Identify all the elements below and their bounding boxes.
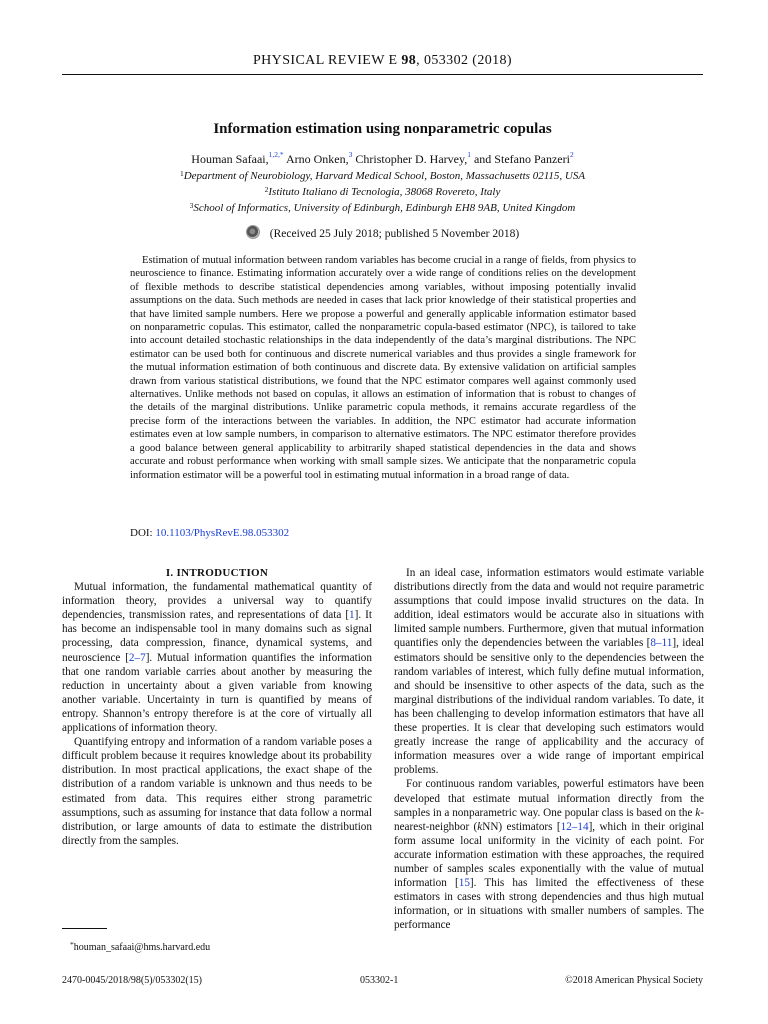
author: Arno Onken,$^3$ (285, 150, 353, 166)
left-column (62, 566, 372, 848)
paper-title: Information estimation using nonparametric copulas (213, 121, 552, 137)
right-column-body (394, 566, 704, 932)
body-paragraph (394, 777, 704, 932)
affiliation: $^3$School of Informatics, University of Edinburgh, Edinburgh EH8 9AB, United Kingdom (189, 201, 576, 215)
author-affil-mark[interactable]: 3 (348, 150, 353, 159)
math-symbol: k (695, 806, 701, 819)
journal-name: PHYSICAL REVIEW E (252, 53, 398, 68)
footer-copyright: ©2018 American Physical Society (565, 975, 703, 986)
citation-link[interactable]: 1 (349, 609, 355, 622)
author-list (62, 152, 703, 167)
math-symbol: k (477, 820, 483, 833)
affiliation: $^1$Department of Neurobiology, Harvard Medical School, Boston, Massachusetts 02115, USA (179, 169, 586, 182)
journal-issue: , 053302 (2018) (416, 53, 512, 68)
section-title: I. INTRODUCTION (165, 567, 269, 579)
text-run: In an ideal case, information estimators would estimate variable distributions directly from the data and would not require parametric assumptions that could impose invalid structures on the data. In addition, ideal estimators would be accurate also in situations with limited sample numbers. Furthermore, given that mutual information quantifies only the dependencies between the variables [ (394, 567, 704, 650)
author: Christopher D. Harvey,$^1$ (355, 150, 471, 166)
affiliation: $^2$Istituto Italiano di Tecnologia, 38068 Rovereto, Italy (264, 185, 501, 199)
footer-page-number: 053302-1 (360, 975, 399, 986)
doi-line (130, 527, 289, 539)
author: Houman Safaai,$^{1,2,*}$ (191, 150, 284, 166)
text-run: For continuous random variables, powerful estimators have been developed that estimate mutual information directly from the samples in a nonparametric way. One popular class is based on the (394, 778, 704, 819)
corresponding-email[interactable]: houman_safaai@hms.harvard.edu (73, 942, 211, 953)
text-run: ], ideal estimators should be sensitive only to the dependencies between the random variables of interest, which fully define mutual information, and should be insensitive to other aspects of the data, such as the marginal distributions of the individual random variables. To date, it has been challenging to develop information estimators that have all these properties. It is clear that developing such estimators would greatly increase the range of applicability and the accuracy of information measures over a wide range of important empirical problems. (394, 637, 705, 777)
footnote (70, 942, 210, 953)
footnote-mark: * (70, 940, 74, 949)
text-run: ]. It has become an indispensable tool in many domains such as signal processing, data compression, finance, dynamical systems, and neuroscience [ (62, 609, 372, 664)
text-run: Mutual information, the fundamental mathematical quantity of information theory, provides a universal way to quantify dependencies, transmission rates, and representations of data [ (62, 581, 372, 622)
text-run: ]. This has limited the effectiveness of these estimators in cases with strong dependencies and thus high mutual information, or in situations with smaller numbers of samples. The performance (394, 877, 705, 932)
abstract: Estimation of mutual information between random variables has become crucial in a range of fields, from physics to neuroscience to finance. Estimating information accurately over a wide range of conditions relies on the development of flexible methods to describe statistical dependencies among variables, without imposing potentially invalid assumptions on the data. Such methods are needed in cases that lack prior knowledge of their statistical properties and that have limited sample numbers. Here we propose a powerful and generally applicable information estimator based on nonparametric copulas. This estimator, called the nonparametric copula-based estimator (NPC), is tailored to take into account detailed stochastic relationships in the data independently of the data’s marginal distributions. The NPC estimator can be used both for continuous and discrete numerical variables and thus provides a single framework for the mutual information estimation of both continuous and discrete data. By extensive validation on artificial samples drawn from various statistical distributions, we found that the NPC estimator compares well against commonly used alternatives. Unlike methods not based on copulas, it allows an estimation of information that is robust to changes of the details of the marginal distributions. Unlike parametric copula methods, it remains accurate regardless of the precise form of the interactions between the variables. In addition, the NPC estimator had accurate information estimates even at low sample numbers, in comparison to alternative estimators. The NPC estimator therefore provides a good balance between general applicability to arbitrarily shaped statistical dependencies in the data and shows accurate and robust performance when working with small sample sizes. We anticipate that the nonparametric copula information estimator will be a powerful tool in estimating mutual information in a broad range of data. (130, 255, 636, 481)
left-column-body (62, 580, 372, 848)
footnote-rule (62, 928, 107, 929)
text-run: -nearest-neighbor ( (394, 806, 704, 833)
author-affil-mark[interactable]: 2 (569, 150, 574, 159)
text-run: ], which in their original form assume local uniformity in the vicinity of each point. For accurate information estimation with these approaches, the required number of samples scales exponentially with the value of mutual information [ (394, 820, 704, 890)
received-dates: (Received 25 July 2018; published 5 November 2018) (269, 228, 520, 240)
crossmark-icon[interactable] (246, 225, 260, 239)
body-paragraph (62, 735, 372, 848)
received-line (62, 225, 703, 240)
text-run: NN) estimators [ (482, 820, 561, 833)
citation-link[interactable]: 2–7 (128, 651, 146, 664)
citation-link[interactable]: 8–11 (650, 637, 673, 650)
journal-header (62, 53, 703, 69)
citation-link[interactable]: 12–14 (560, 820, 589, 833)
affiliation-list (62, 168, 703, 217)
text-run: ]. Mutual information quantifies the information that one random variable carries about another by measuring the reduction in uncertainty about a given variable from knowing another variable. Uncertainty in turn is quantified by means of entropy. Shannon’s entropy therefore is at the core of virtually all applications of information theory. (62, 651, 372, 735)
author-affil-mark[interactable]: 1,2,* (268, 150, 284, 159)
doi-link[interactable]: 10.1103/PhysRevE.98.053302 (155, 527, 290, 539)
doi-label: DOI: (130, 527, 153, 539)
journal-volume: 98 (401, 53, 417, 68)
author-affil-mark[interactable]: 1 (467, 150, 471, 159)
header-rule (62, 74, 703, 75)
body-paragraph (394, 566, 704, 777)
citation-link[interactable]: 15 (458, 877, 470, 890)
footer-issn: 2470-0045/2018/98(5)/053302(15) (62, 975, 202, 986)
author: and Stefano Panzeri$^2$ (473, 150, 574, 166)
body-paragraph (62, 580, 372, 735)
right-column (394, 566, 704, 932)
text-run: Quantifying entropy and information of a random variable poses a difficult problem because it requires knowledge about its probability distribution. In most practical applications, the exact shape of the distribution of a random variable is unknown and thus needs to be estimated from data. This requires either strong parametric assumptions, such as assuming for instance that data follow a normal distribution, or large amounts of data to estimate the distribution directly from the samples. (62, 736, 372, 847)
